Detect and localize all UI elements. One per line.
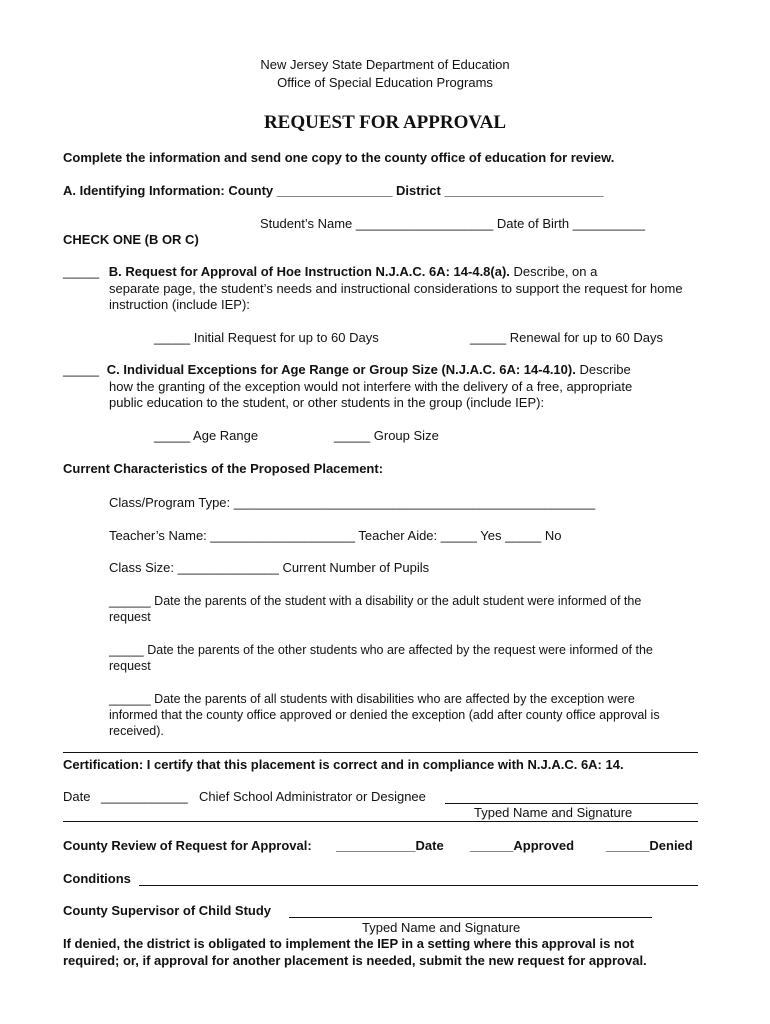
section-b-text: Describe, on a xyxy=(509,264,598,279)
typed-name-caption: Typed Name and Signature xyxy=(474,805,633,820)
office-name: Office of Special Education Programs xyxy=(277,75,493,90)
footer-note-1: If denied, the district is obligated to implement the IEP in a setting where this approval is not xyxy=(63,936,635,951)
conditions-line[interactable] xyxy=(139,885,698,886)
section-c-text-2: how the granting of the exception would not interfere with the delivery of a free, appropriate xyxy=(109,379,633,394)
check-one-heading: CHECK ONE (B OR C) xyxy=(63,232,199,247)
agency-name: New Jersey State Department of Education xyxy=(260,57,510,72)
teacher-field[interactable]: Teacher’s Name: ____________________ Teacher Aide: _____ Yes _____ No xyxy=(109,528,562,543)
section-b-text-3: instruction (include IEP): xyxy=(109,297,250,312)
county-review-date[interactable]: ___________Date xyxy=(336,838,444,853)
parents-informed-date-2[interactable]: _____ Date the parents of the other students who are affected by the request were informed of the xyxy=(109,643,653,657)
admin-signature-line[interactable] xyxy=(445,803,698,804)
county-review-label: County Review of Request for Approval: xyxy=(63,838,312,853)
date-label: Date xyxy=(63,789,91,804)
initial-request-option[interactable]: _____ Initial Request for up to 60 Days xyxy=(154,330,379,345)
section-b-text-2: separate page, the student’s needs and instructional considerations to support the request for home xyxy=(109,281,683,296)
footer-note-2: required; or, if approval for another placement is needed, submit the new request for approval. xyxy=(63,953,647,968)
renewal-option[interactable]: _____ Renewal for up to 60 Days xyxy=(470,330,663,345)
class-size-field[interactable]: Class Size: ______________ Current Number of Pupils xyxy=(109,560,430,575)
section-c-blank[interactable]: _____ xyxy=(63,362,100,377)
supervisor-signature-line[interactable] xyxy=(289,917,652,918)
supervisor-label: County Supervisor of Child Study xyxy=(63,903,272,918)
section-c-heading: C. Individual Exceptions for Age Range or Group Size (N.J.A.C. 6A: 14-4.10). xyxy=(106,362,576,377)
parents-informed-text-3: informed that the county office approved or denied the exception (add after county office approval is xyxy=(109,708,660,722)
identifying-info-text: A. Identifying Information: County ________________ District ______________________ xyxy=(63,183,604,198)
parents-informed-text-1: request xyxy=(109,610,151,624)
certification-statement: Certification: I certify that this placement is correct and in compliance with N.J.A.C. 6A: 14. xyxy=(63,757,624,772)
section-c-line xyxy=(63,362,631,378)
approved-option[interactable]: ______Approved xyxy=(470,838,575,853)
placement-heading: Current Characteristics of the Proposed Placement: xyxy=(63,461,384,476)
section-b-heading: B. Request for Approval of Hoe Instruction N.J.A.C. 6A: 14-4.8(a). xyxy=(108,264,510,279)
section-b-blank[interactable]: _____ xyxy=(63,264,100,279)
parents-informed-date-3[interactable]: ______ Date the parents of all students with disabilities who are affected by the exception were xyxy=(109,692,635,706)
admin-label: Chief School Administrator or Designee xyxy=(199,789,426,804)
section-c-text-3: public education to the student, or other students in the group (include IEP): xyxy=(109,395,545,410)
section-c-text: Describe xyxy=(575,362,631,377)
age-range-option[interactable]: _____ Age Range xyxy=(154,428,259,443)
instructions: Complete the information and send one copy to the county office of education for review. xyxy=(63,150,615,165)
student-name-line: Student’s Name ___________________ Date of Birth __________ xyxy=(260,216,646,231)
parents-informed-date-1[interactable]: ______ Date the parents of the student with a disability or the adult student were informed of the xyxy=(109,594,642,608)
conditions-label: Conditions xyxy=(63,871,131,886)
parents-informed-text-2: request xyxy=(109,659,151,673)
signature-rule xyxy=(63,821,698,822)
class-type-field[interactable]: Class/Program Type: __________________________________________________ xyxy=(109,495,596,510)
page-title: REQUEST FOR APPROVAL xyxy=(263,112,507,133)
date-field[interactable]: ____________ xyxy=(101,789,188,804)
supervisor-typed-name: Typed Name and Signature xyxy=(362,920,521,935)
section-divider xyxy=(63,752,698,753)
group-size-option[interactable]: _____ Group Size xyxy=(334,428,439,443)
parents-informed-text-4: received). xyxy=(109,724,164,738)
section-b-line xyxy=(63,264,597,280)
identifying-info-line xyxy=(63,183,604,199)
denied-option[interactable]: ______Denied xyxy=(606,838,693,853)
